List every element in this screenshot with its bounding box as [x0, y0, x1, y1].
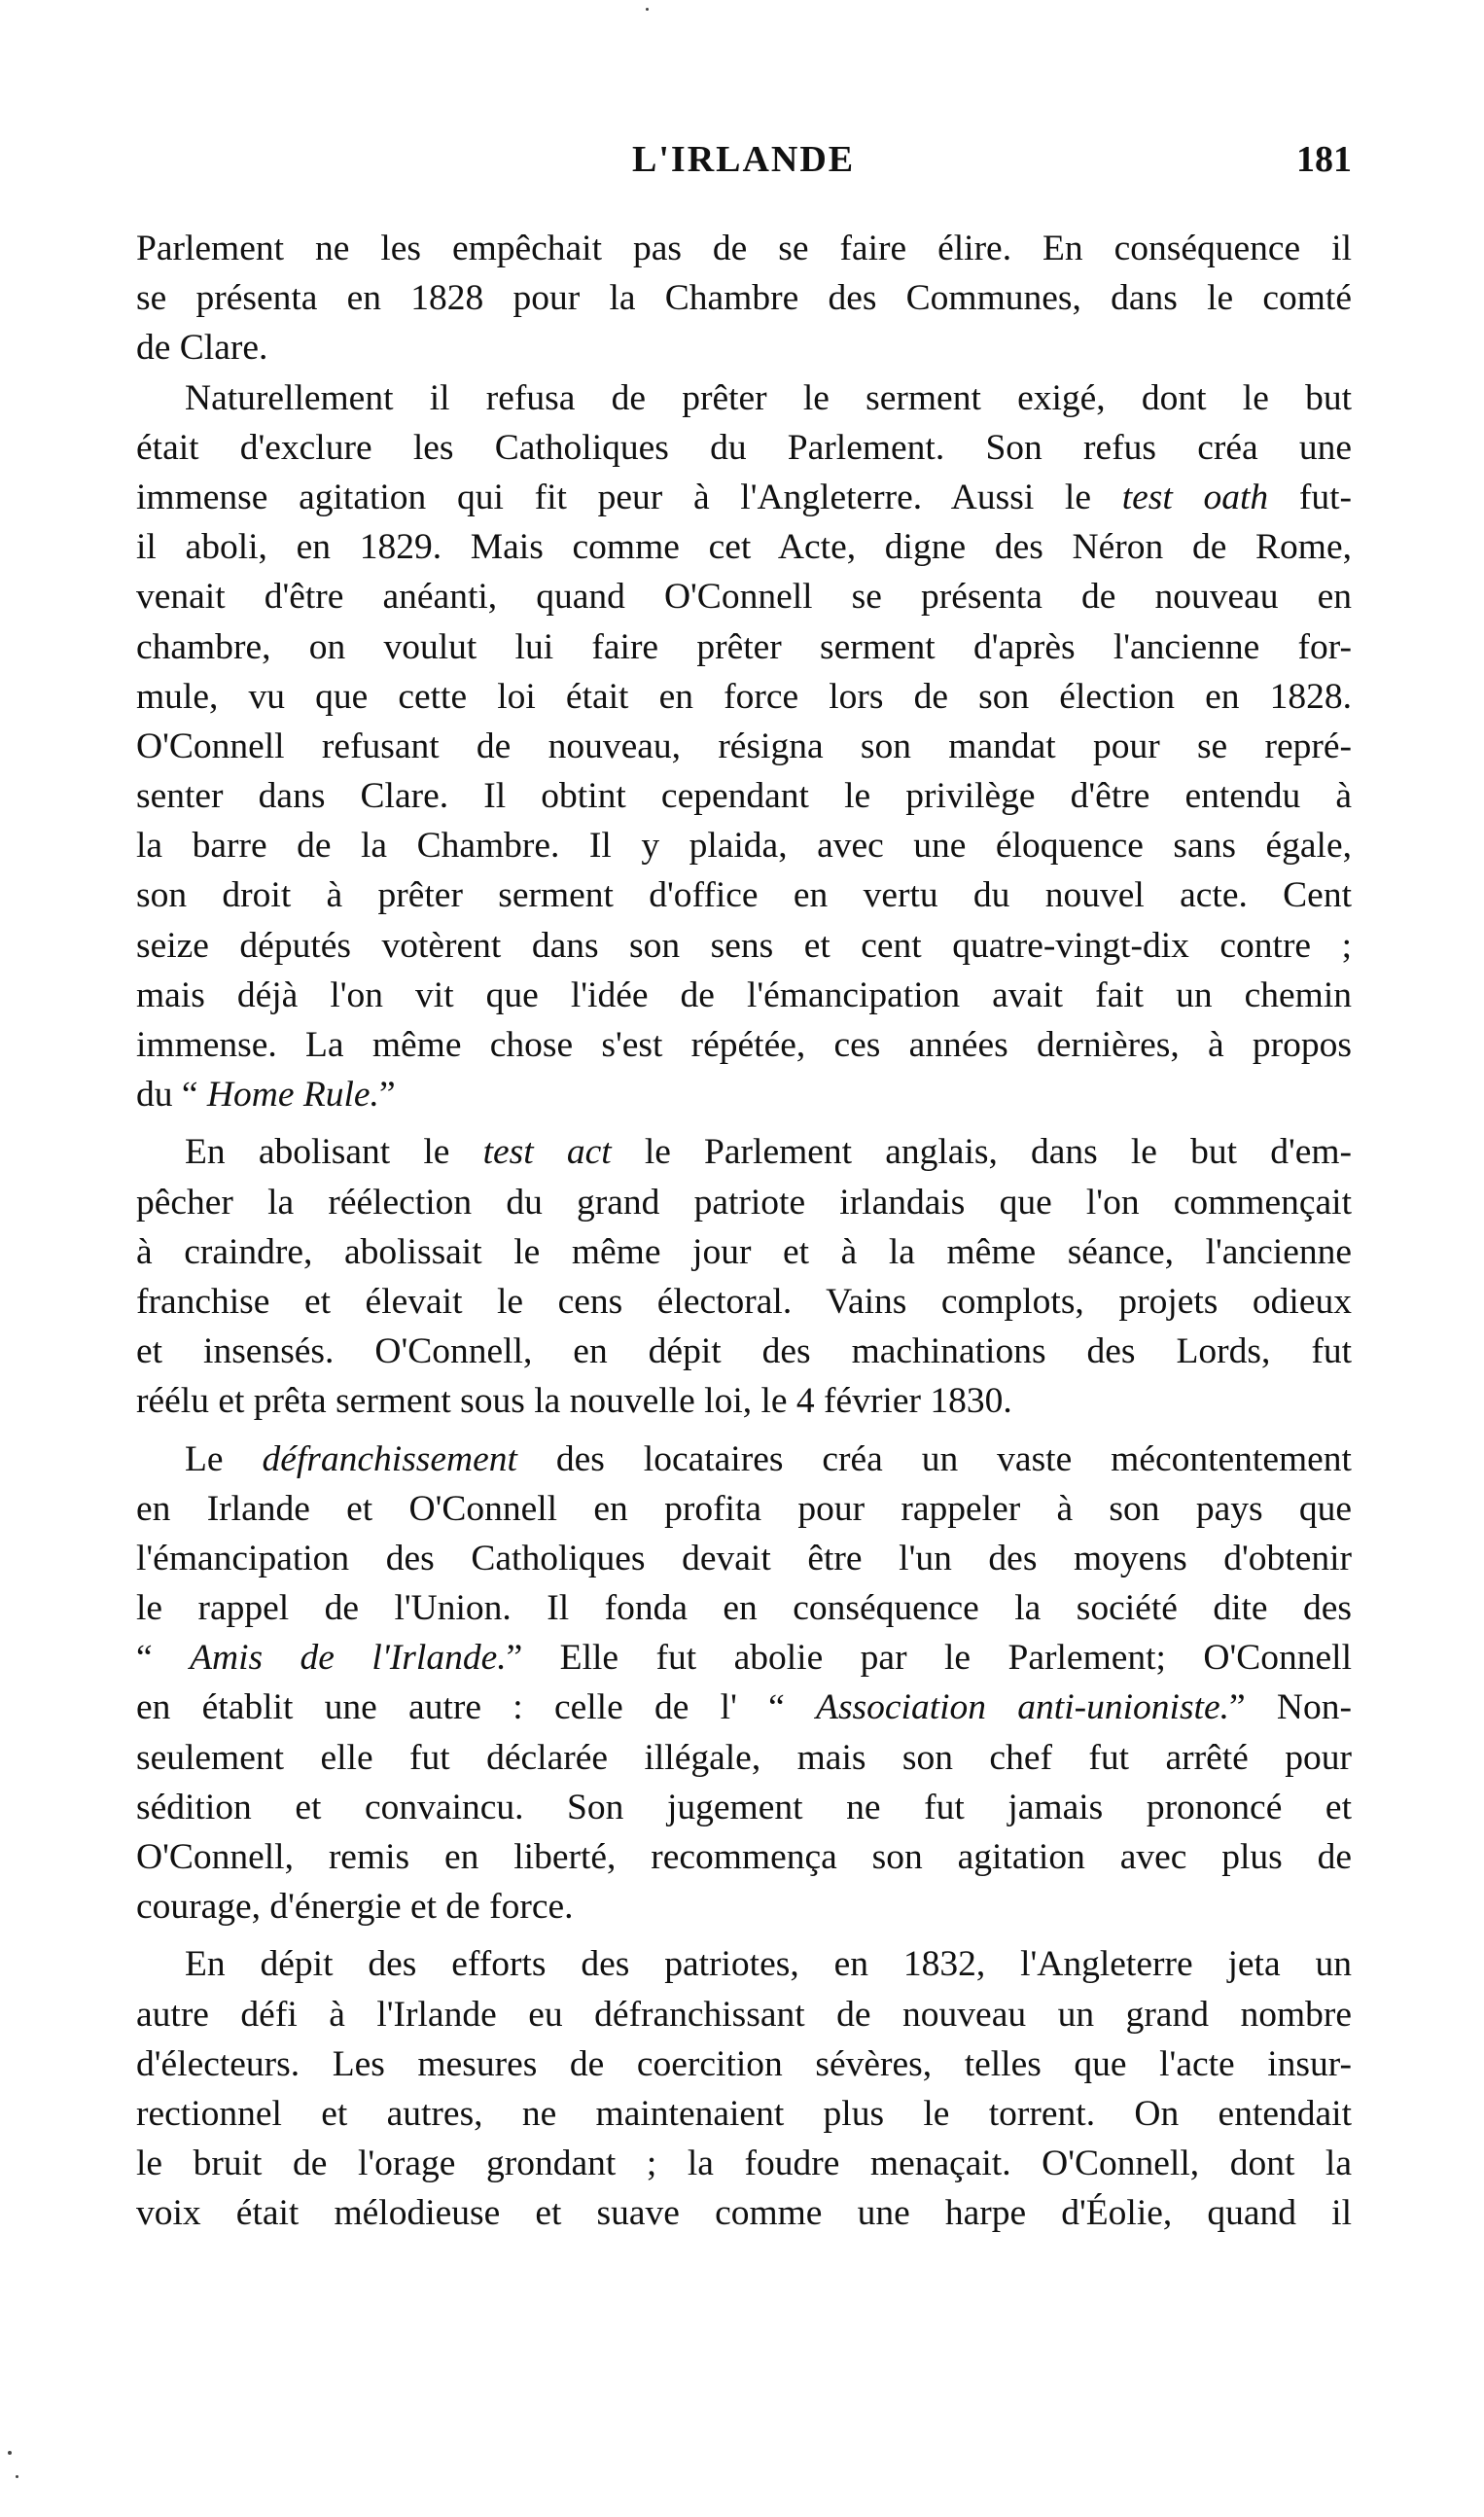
scan-speck: [16, 2475, 18, 2478]
text-line: [136, 1070, 1352, 1119]
text-line: l'émancipation des Catholiques devait être l'un des moyens d'obtenir: [136, 1538, 1352, 1578]
text-line: réélu et prêta serment sous la nouvelle loi, le 4 février 1830.: [136, 1381, 1012, 1422]
text-line: senter dans Clare. Il obtint cependant le privilège d'être entendu à: [136, 776, 1352, 817]
text-line: il aboli, en 1829. Mais comme cet Acte, digne des Néron de Rome,: [136, 527, 1352, 568]
text-line: [136, 1633, 1352, 1683]
italic-term: test oath: [1121, 477, 1269, 517]
text-run: ” Elle fut abolie par le Parlement; O'Connell: [506, 1638, 1352, 1679]
text-line: le rappel de l'Union. Il fonda en conséquence la société dite des: [136, 1588, 1352, 1629]
text-run: des locataires créa un vaste mécontentement: [516, 1438, 1352, 1479]
text-line: et insensés. O'Connell, en dépit des machinations des Lords, fut: [136, 1331, 1352, 1372]
running-title: L'IRLANDE: [632, 139, 856, 180]
text-line: mais déjà l'on vit que l'idée de l'émancipation avait fait un chemin: [136, 975, 1352, 1015]
text-line: voix était mélodieuse et suave comme une harpe d'Éolie, quand il: [136, 2193, 1352, 2234]
text-run: “: [136, 1638, 191, 1679]
text-line: O'Connell refusant de nouveau, résigna son mandat pour se repré-: [136, 726, 1352, 766]
paragraph: [136, 1939, 1352, 2238]
text-line: franchise et élevait le cens électoral. Vains complots, projets odieux: [136, 1281, 1352, 1322]
text-line: de Clare.: [136, 328, 268, 369]
text-line: O'Connell, remis en liberté, recommença son agitation avec plus de: [136, 1837, 1352, 1877]
text-run: du “: [136, 1075, 207, 1116]
text-line: immense. La même chose s'est répétée, ces années dernières, à propos: [136, 1025, 1352, 1065]
text-line: courage, d'énergie et de force.: [136, 1887, 574, 1928]
text-line: [136, 1683, 1352, 1732]
italic-term: test act: [482, 1132, 612, 1173]
text-line: à craindre, abolissait le même jour et à la même séance, l'ancienne: [136, 1231, 1352, 1272]
text-run: ” Non-: [1229, 1687, 1352, 1728]
text-line: venait d'être anéanti, quand O'Connell se présenta de nouveau en: [136, 577, 1352, 618]
text-line: son droit à prêter serment d'office en vertu du nouvel acte. Cent: [136, 875, 1352, 916]
text-line: [136, 1127, 1352, 1177]
paragraph: [136, 1435, 1352, 1932]
paragraph: [136, 1127, 1352, 1426]
paragraph: [136, 373, 1352, 1120]
text-line: Parlement ne les empêchait pas de se faire élire. En conséquence il: [136, 229, 1352, 268]
text-line: chambre, on voulut lui faire prêter serment d'après l'ancienne for-: [136, 626, 1352, 667]
text-run: fut-: [1268, 477, 1352, 517]
text-line: rectionnel et autres, ne maintenaient plus le torrent. On entendait: [136, 2093, 1352, 2134]
text-line: mule, vu que cette loi était en force lors de son élection en 1828.: [136, 676, 1352, 717]
text-line: [136, 473, 1352, 522]
body-text: [136, 224, 1352, 2239]
text-run: immense agitation qui fit peur à l'Angleterre. Aussi le: [136, 477, 1122, 517]
scan-speck: [8, 2451, 12, 2455]
paragraph: [136, 224, 1352, 373]
text-line: autre défi à l'Irlande eu défranchissant de nouveau un grand nombre: [136, 1994, 1352, 2035]
italic-term: défranchissement: [262, 1438, 517, 1479]
page-number: 181: [1296, 139, 1352, 180]
text-line: seize députés votèrent dans son sens et cent quatre-vingt-dix contre ;: [136, 925, 1352, 966]
text-line: sédition et convaincu. Son jugement ne fut jamais prononcé et: [136, 1787, 1352, 1827]
text-run: En abolisant le: [185, 1132, 483, 1173]
text-run: en établit une autre : celle de l' “: [136, 1687, 817, 1728]
scan-speck: [646, 8, 649, 11]
text-line: [136, 1435, 1352, 1484]
text-line: d'électeurs. Les mesures de coercition sévères, telles que l'acte insur-: [136, 2043, 1352, 2084]
text-line: En dépit des efforts des patriotes, en 1832, l'Angleterre jeta un: [185, 1944, 1352, 1985]
text-line: était d'exclure les Catholiques du Parlement. Son refus créa une: [136, 427, 1352, 468]
italic-term: Amis de l'Irlande.: [190, 1638, 507, 1679]
italic-term: Association anti-unioniste.: [816, 1687, 1229, 1728]
italic-term: Home Rule.: [206, 1075, 379, 1116]
text-line: en Irlande et O'Connell en profita pour rappeler à son pays que: [136, 1488, 1352, 1529]
text-line: le bruit de l'orage grondant ; la foudre menaçait. O'Connell, dont la: [136, 2144, 1352, 2184]
text-run: Le: [185, 1438, 263, 1479]
text-line: seulement elle fut déclarée illégale, mais son chef fut arrêté pour: [136, 1737, 1352, 1778]
text-run: le Parlement anglais, dans le but d'em-: [611, 1132, 1352, 1173]
text-run: ”: [378, 1075, 396, 1116]
text-line: pêcher la réélection du grand patriote irlandais que l'on commençait: [136, 1182, 1352, 1223]
text-line: la barre de la Chambre. Il y plaida, avec une éloquence sans égale,: [136, 826, 1352, 867]
text-line: Naturellement il refusa de prêter le serment exigé, dont le but: [185, 377, 1352, 418]
running-head: [136, 138, 1352, 196]
text-line: se présenta en 1828 pour la Chambre des Communes, dans le comté: [136, 278, 1352, 319]
